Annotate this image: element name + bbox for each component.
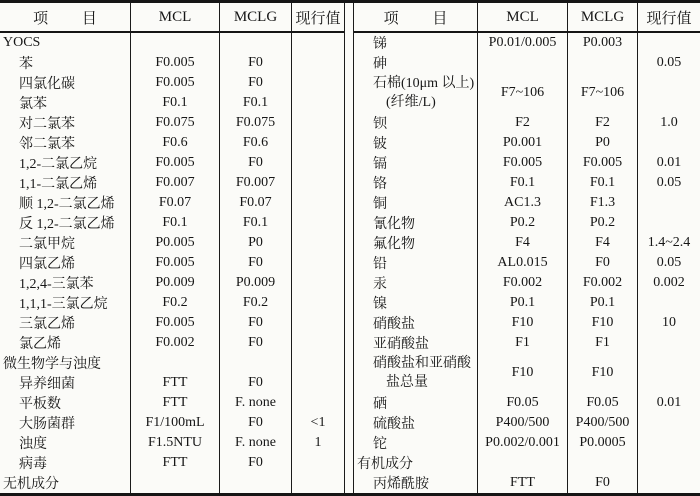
mcl-value-cell: FTT (131, 373, 220, 393)
mcl-value-cell: F0.002 (478, 273, 568, 293)
mclg-value-cell: P400/500 (568, 413, 638, 433)
current-value-cell (292, 253, 344, 273)
current-value-cell: 0.05 (656, 175, 682, 190)
mclg-value-cell: F7~106 (568, 73, 638, 113)
left-table-panel (0, 3, 345, 493)
table-row (354, 413, 700, 433)
current-value-cell (638, 333, 700, 353)
mcl-value-cell: P0.002/0.001 (478, 433, 568, 453)
mcl-value-cell: P0.009 (131, 273, 220, 293)
table-row (354, 433, 700, 453)
mclg-value-cell: F0.075 (220, 113, 292, 133)
section-label-cell: 无机成分 (0, 473, 131, 493)
mcl-value-cell: F0.005 (478, 153, 568, 173)
table-row (0, 133, 344, 153)
column-header-mclg: MCLG (568, 3, 638, 31)
section-row (0, 353, 344, 373)
table-row (0, 273, 344, 293)
current-value-cell (292, 293, 344, 313)
table-row (354, 33, 700, 53)
right-table-panel (353, 3, 700, 493)
mcl-value-cell: F1/100mL (131, 413, 220, 433)
item-cell: 苯 (0, 53, 131, 73)
current-value-cell (638, 133, 700, 153)
mclg-value-cell: F0 (220, 153, 292, 173)
item-line-1: 硝酸盐和亚硝酸 (373, 356, 471, 371)
mcl-value-cell: F0.2 (131, 293, 220, 313)
mcl-value-cell: F0.005 (131, 313, 220, 333)
mclg-value-cell: F0.1 (220, 93, 292, 113)
current-value-cell: 10 (662, 315, 676, 330)
mclg-value-cell: F0 (220, 313, 292, 333)
mclg-value-cell (220, 33, 292, 53)
current-value-cell (292, 233, 344, 253)
mclg-value-cell: P0.1 (568, 293, 638, 313)
current-value-cell (638, 353, 700, 393)
item-cell: 硒 (354, 393, 478, 413)
item-cell: 砷 (354, 53, 478, 73)
current-value-cell (638, 193, 700, 213)
mcl-value-cell: F1 (478, 333, 568, 353)
item-cell: 丙烯酰胺 (354, 473, 478, 493)
item-cell: 病毒 (0, 453, 131, 473)
mcl-value-cell: F0.05 (478, 393, 568, 413)
item-cell: 氰化物 (354, 213, 478, 233)
mcl-value-cell: F0.075 (131, 113, 220, 133)
current-value-cell (292, 213, 344, 233)
mcl-value-cell (478, 453, 568, 473)
table-row (0, 113, 344, 133)
table-row (0, 313, 344, 333)
current-value-cell: 1.0 (660, 115, 678, 130)
table-row (0, 433, 344, 453)
mcl-value-cell: P0.005 (131, 233, 220, 253)
mcl-value-cell: F0.07 (131, 193, 220, 213)
current-value-cell: 0.05 (656, 255, 682, 270)
mclg-value-cell: F0.1 (568, 173, 638, 193)
item-cell: 1,1,1-三氯乙烷 (0, 293, 131, 313)
mcl-value-cell: AL0.015 (478, 253, 568, 273)
current-value-cell (292, 133, 344, 153)
current-value-cell (292, 113, 344, 133)
current-value-cell (638, 473, 700, 493)
item-cell: 铅 (354, 253, 478, 273)
mclg-value-cell: F0.07 (220, 193, 292, 213)
table-row (354, 213, 700, 233)
mcl-value-cell: F0.005 (131, 253, 220, 273)
mcl-value-cell: F4 (478, 233, 568, 253)
section-label-cell: 有机成分 (354, 453, 478, 473)
table-row (354, 253, 700, 273)
current-value-cell (292, 173, 344, 193)
mcl-value-cell: FTT (131, 393, 220, 413)
current-value-cell (292, 73, 344, 93)
table-row (0, 233, 344, 253)
column-header-mcl: MCL (478, 3, 568, 31)
table-row (354, 333, 700, 353)
table-row (0, 373, 344, 393)
current-value-cell: 0.002 (653, 275, 685, 290)
table-row (0, 93, 344, 113)
column-header-current: 现行值 (295, 10, 341, 27)
item-cell: 大肠菌群 (0, 413, 131, 433)
mcl-value-cell: F0.1 (131, 93, 220, 113)
table-row (0, 53, 344, 73)
mclg-value-cell: F0.2 (220, 293, 292, 313)
table-row (0, 213, 344, 233)
item-cell: 浊度 (0, 433, 131, 453)
column-header-current: 现行值 (646, 10, 692, 27)
current-value-cell: 1.4~2.4 (647, 235, 691, 250)
table-row (354, 153, 700, 173)
item-line-2: 盐总量 (386, 375, 428, 390)
current-value-cell (292, 353, 344, 373)
item-cell: 四氯乙烯 (0, 253, 131, 273)
item-line-1: 石棉(10μm 以上) (373, 76, 475, 91)
current-value-cell (292, 33, 344, 53)
current-value-cell (292, 333, 344, 353)
current-value-cell (638, 213, 700, 233)
mclg-value-cell: F4 (568, 233, 638, 253)
current-value-cell (292, 153, 344, 173)
mcl-value-cell: FTT (478, 473, 568, 493)
item-cell: 1,1-二氯乙烯 (0, 173, 131, 193)
table-row (354, 73, 700, 113)
mclg-value-cell: F0 (220, 453, 292, 473)
section-row (0, 473, 344, 493)
table-row (354, 53, 700, 73)
table-row (354, 193, 700, 213)
mclg-value-cell: F0 (220, 373, 292, 393)
mcl-value-cell: F2 (478, 113, 568, 133)
item-cell: 汞 (354, 273, 478, 293)
mcl-value-cell: P0.2 (478, 213, 568, 233)
section-label-cell: YOCS (0, 33, 131, 53)
current-value-cell (638, 293, 700, 313)
column-header-mclg: MCLG (220, 3, 292, 31)
left-header-row (0, 3, 344, 33)
mcl-value-cell: P400/500 (478, 413, 568, 433)
table-row (354, 353, 700, 393)
mcl-value-cell (131, 353, 220, 373)
mclg-value-cell: F0.1 (220, 213, 292, 233)
current-value-cell: <1 (310, 415, 326, 430)
mcl-value-cell: F10 (478, 313, 568, 333)
mclg-value-cell: F10 (568, 353, 638, 393)
mclg-value-cell: P0.0005 (568, 433, 638, 453)
current-value-cell (292, 393, 344, 413)
item-cell: 四氯化碳 (0, 73, 131, 93)
mclg-value-cell: P0 (568, 133, 638, 153)
current-value-cell (292, 93, 344, 113)
current-value-cell (638, 413, 700, 433)
item-cell: 铜 (354, 193, 478, 213)
table-row (0, 173, 344, 193)
current-value-cell (638, 453, 700, 473)
mcl-value-cell (478, 53, 568, 73)
current-value-cell (292, 193, 344, 213)
mcl-value-cell (131, 33, 220, 53)
mcl-value-cell: F0.1 (131, 213, 220, 233)
mcl-value-cell: FTT (131, 453, 220, 473)
mcl-value-cell: F0.007 (131, 173, 220, 193)
item-cell: 氯苯 (0, 93, 131, 113)
item-cell: 氯乙烯 (0, 333, 131, 353)
item-cell: 铍 (354, 133, 478, 153)
item-cell: 平板数 (0, 393, 131, 413)
mclg-value-cell: F2 (568, 113, 638, 133)
mclg-value-cell (568, 453, 638, 473)
right-header-row (354, 3, 700, 33)
section-row (0, 33, 344, 53)
column-header-item: 项 目 (354, 3, 478, 31)
mclg-value-cell (220, 473, 292, 493)
table-row (0, 153, 344, 173)
current-value-cell: 1 (314, 435, 322, 450)
mclg-value-cell: F0 (568, 253, 638, 273)
current-value-cell (292, 373, 344, 393)
mclg-value-cell: F. none (220, 393, 292, 413)
mclg-value-cell: F0 (220, 333, 292, 353)
mclg-value-cell: P0.2 (568, 213, 638, 233)
item-cell: 亚硝酸盐 (354, 333, 478, 353)
mclg-value-cell: F0 (220, 73, 292, 93)
mclg-value-cell: F0.005 (568, 153, 638, 173)
current-value-cell: 0.01 (656, 395, 682, 410)
item-cell: 1,2-二氯乙烷 (0, 153, 131, 173)
item-cell: 锑 (354, 33, 478, 53)
table-row (0, 393, 344, 413)
mcl-value-cell: AC1.3 (478, 193, 568, 213)
mcl-value-cell: P0.1 (478, 293, 568, 313)
item-cell: 对二氯苯 (0, 113, 131, 133)
mclg-value-cell: F0.05 (568, 393, 638, 413)
current-value-cell (292, 473, 344, 493)
mcl-value-cell: P0.001 (478, 133, 568, 153)
current-value-cell: 0.01 (656, 155, 682, 170)
item-cell: 顺 1,2-二氯乙烯 (0, 193, 131, 213)
item-cell: 镍 (354, 293, 478, 313)
mcl-value-cell: F0.005 (131, 53, 220, 73)
current-value-cell: 0.05 (656, 55, 682, 70)
table-row (354, 473, 700, 493)
mclg-value-cell: P0 (220, 233, 292, 253)
mclg-value-cell: F10 (568, 313, 638, 333)
item-cell: 硝酸盐 (354, 313, 478, 333)
table-row (0, 333, 344, 353)
table-row (354, 173, 700, 193)
item-cell: 钡 (354, 113, 478, 133)
table-row (0, 253, 344, 273)
section-row (354, 453, 700, 473)
item-cell: 镉 (354, 153, 478, 173)
item-line-2: (纤维/L) (386, 95, 436, 110)
mcl-value-cell: P0.01/0.005 (478, 33, 568, 53)
current-value-cell (292, 313, 344, 333)
table-row (0, 413, 344, 433)
item-cell: 硫酸盐 (354, 413, 478, 433)
mclg-value-cell: F0.6 (220, 133, 292, 153)
item-cell: 三氯乙烯 (0, 313, 131, 333)
mcl-value-cell: F0.002 (131, 333, 220, 353)
table-row (0, 193, 344, 213)
mclg-value-cell (220, 353, 292, 373)
mclg-value-cell: P0.003 (568, 33, 638, 53)
mclg-value-cell: F0.007 (220, 173, 292, 193)
column-header-mcl: MCL (131, 3, 220, 31)
table-row (354, 313, 700, 333)
item-cell: 铊 (354, 433, 478, 453)
mcl-value-cell: F0.1 (478, 173, 568, 193)
mclg-value-cell: F. none (220, 433, 292, 453)
table-row (354, 293, 700, 313)
table-row (354, 393, 700, 413)
mcl-value-cell: F0.005 (131, 73, 220, 93)
mclg-value-cell: F1.3 (568, 193, 638, 213)
item-cell (354, 73, 478, 113)
section-label-cell: 微生物学与浊度 (0, 353, 131, 373)
mcl-value-cell: F0.005 (131, 153, 220, 173)
item-cell: 1,2,4-三氯苯 (0, 273, 131, 293)
mcl-value-cell: F1.5NTU (131, 433, 220, 453)
item-cell: 邻二氯苯 (0, 133, 131, 153)
mcl-value-cell: F7~106 (478, 73, 568, 113)
mcl-value-cell (131, 473, 220, 493)
column-header-item: 项 目 (0, 3, 131, 31)
mclg-value-cell: F0 (568, 473, 638, 493)
mclg-value-cell: F0.002 (568, 273, 638, 293)
current-value-cell (638, 73, 700, 113)
current-value-cell (638, 33, 700, 53)
mclg-value-cell: F1 (568, 333, 638, 353)
table-row (354, 273, 700, 293)
table-row (0, 73, 344, 93)
table-row (354, 113, 700, 133)
panel-divider-gap (345, 3, 353, 493)
mclg-value-cell: F0 (220, 413, 292, 433)
mclg-value-cell: F0 (220, 253, 292, 273)
table-row (354, 133, 700, 153)
item-cell (354, 353, 478, 393)
mcl-value-cell: F0.6 (131, 133, 220, 153)
current-value-cell (292, 53, 344, 73)
table-row (0, 453, 344, 473)
table-row (0, 293, 344, 313)
item-cell: 氟化物 (354, 233, 478, 253)
current-value-cell (292, 453, 344, 473)
current-value-cell (638, 433, 700, 453)
mclg-value-cell: F0 (220, 53, 292, 73)
mcl-value-cell: F10 (478, 353, 568, 393)
item-cell: 铬 (354, 173, 478, 193)
mclg-value-cell (568, 53, 638, 73)
mclg-value-cell: P0.009 (220, 273, 292, 293)
item-cell: 二氯甲烷 (0, 233, 131, 253)
item-cell: 反 1,2-二氯乙烯 (0, 213, 131, 233)
current-value-cell (292, 273, 344, 293)
table-row (354, 233, 700, 253)
item-cell: 异养细菌 (0, 373, 131, 393)
